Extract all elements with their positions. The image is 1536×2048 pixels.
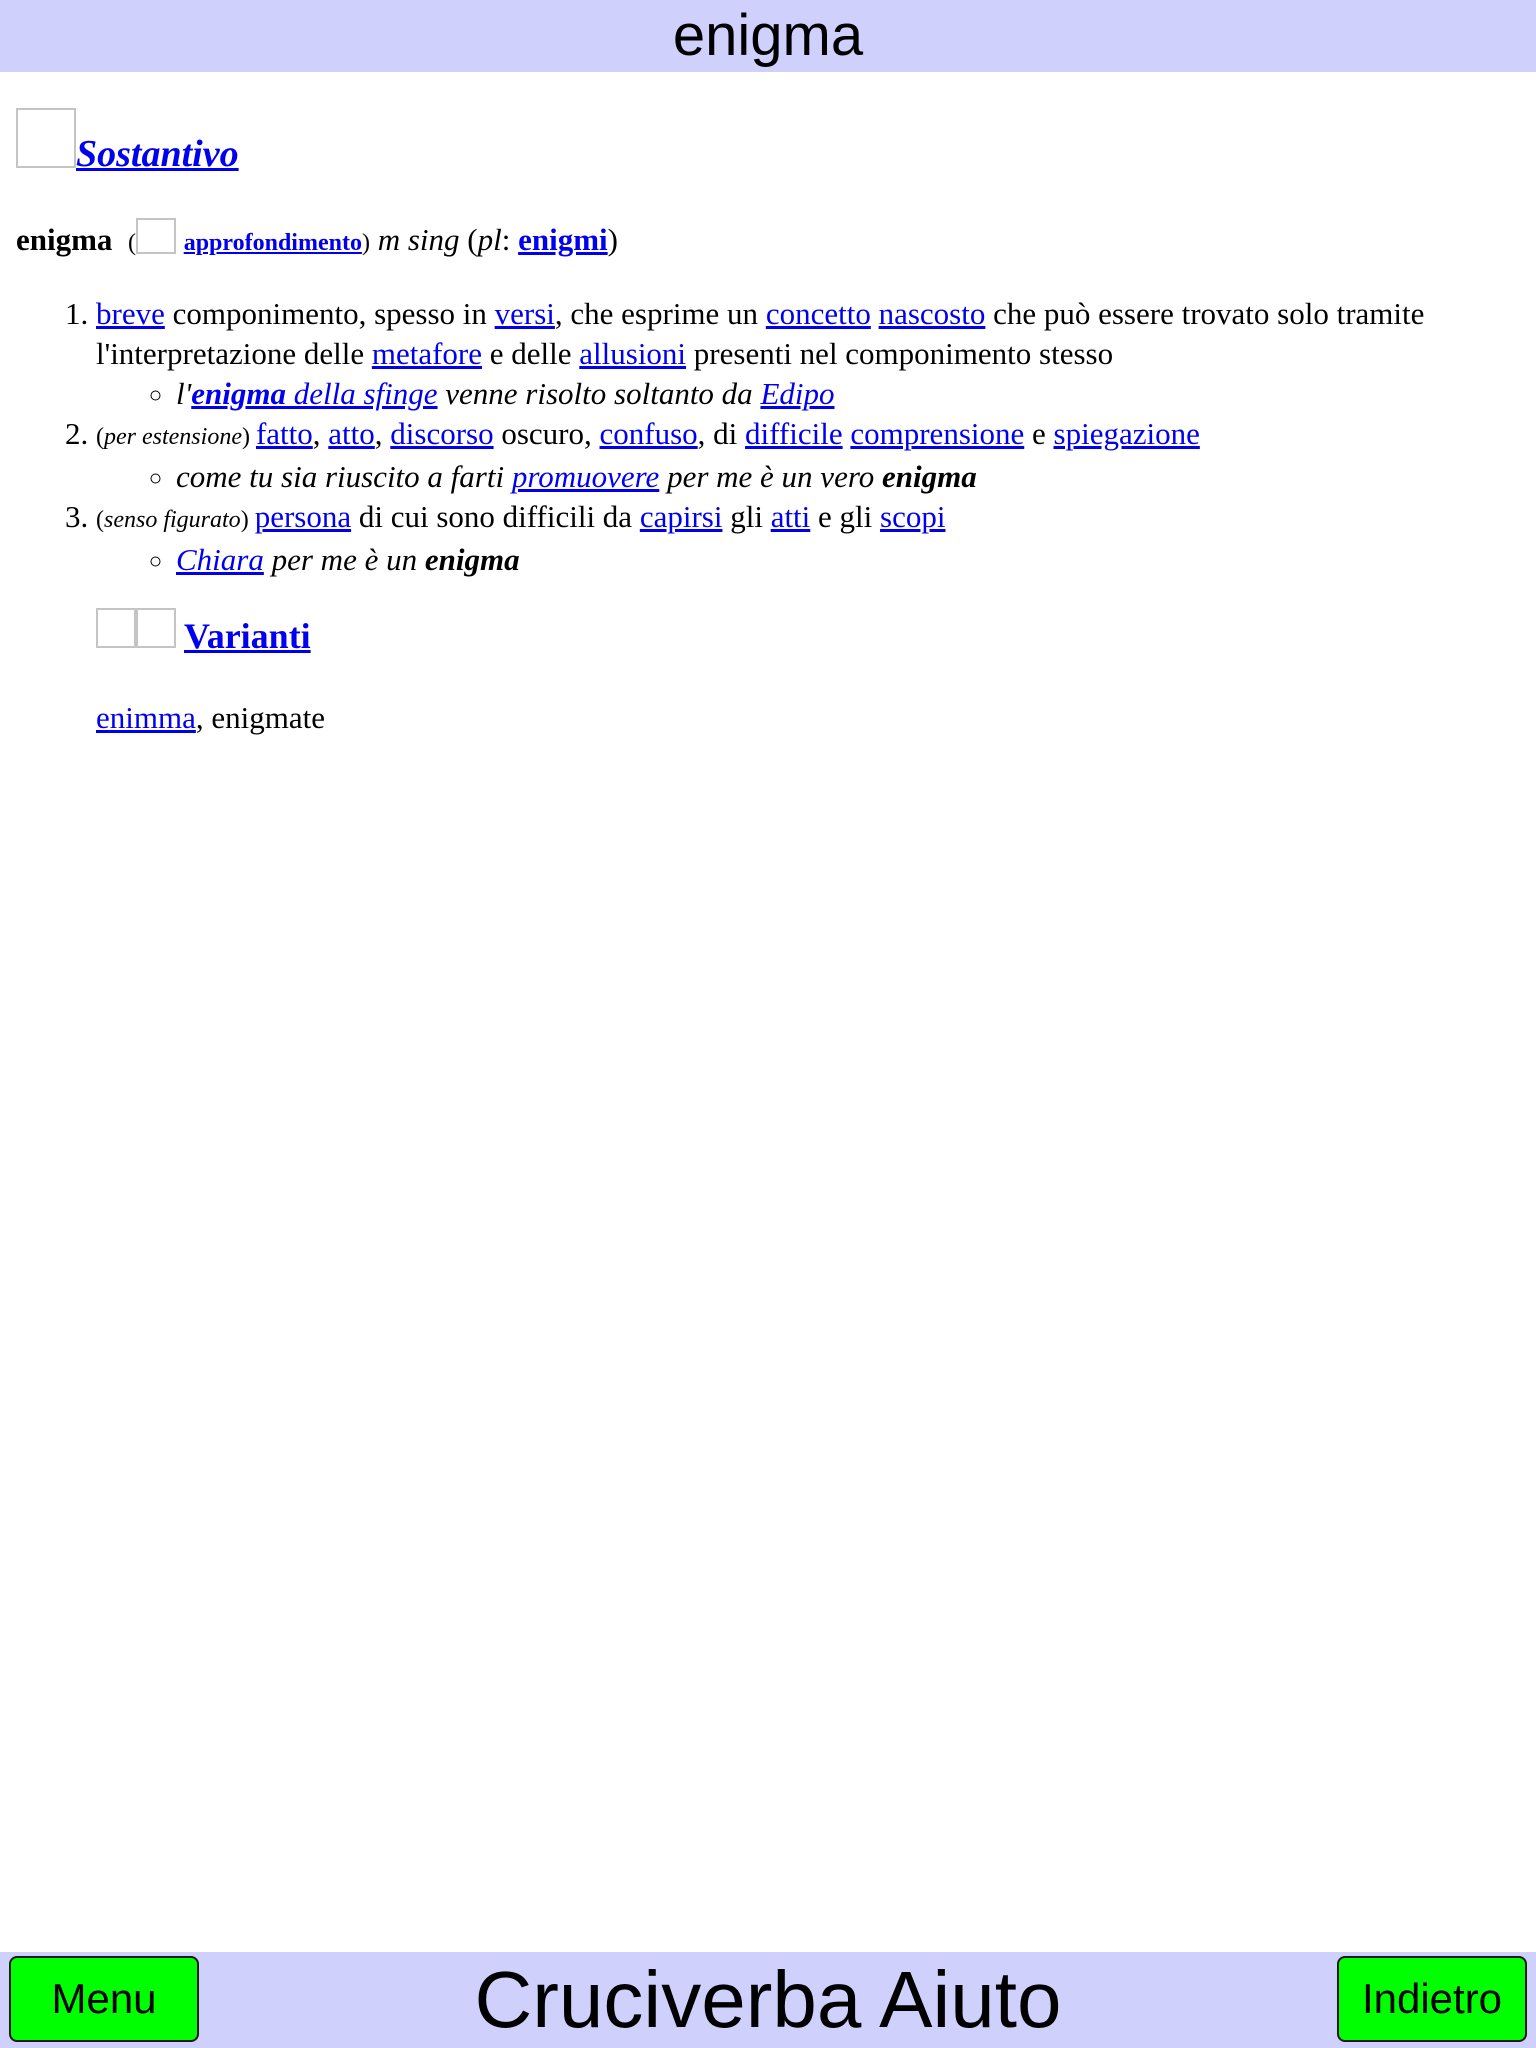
variants-line — [96, 698, 325, 738]
definition-text: , che esprime un — [554, 296, 766, 331]
word-link[interactable]: nascosto — [878, 296, 986, 331]
word-link[interactable]: persona — [254, 499, 352, 534]
word-link[interactable]: spiegazione — [1053, 416, 1200, 451]
word-link[interactable]: promuovere — [511, 459, 660, 494]
varianti-link[interactable]: Varianti — [184, 616, 311, 656]
word-link[interactable]: concetto — [765, 296, 871, 331]
page-title: enigma — [672, 3, 864, 68]
definition-text: gli — [722, 499, 771, 534]
definition-text: come tu sia riuscito a farti — [176, 459, 512, 494]
definition-item — [96, 414, 1516, 497]
definition-text: enigma — [424, 542, 520, 577]
example-item — [176, 540, 1516, 580]
plural-link[interactable]: enigmi — [518, 222, 608, 257]
sostantivo-link[interactable]: Sostantivo — [76, 133, 239, 175]
definition-text: per me è un — [263, 542, 425, 577]
gender-label: m sing — [377, 222, 460, 257]
example-item — [176, 457, 1516, 497]
definition-text: l' — [176, 376, 192, 411]
word-link[interactable]: discorso — [390, 416, 494, 451]
definition-text: oscuro, — [493, 416, 600, 451]
paren: ) — [361, 230, 370, 256]
broken-image-icon — [136, 218, 176, 254]
usage-label-text: senso figurato — [104, 507, 241, 533]
word-link[interactable]: Edipo — [760, 376, 835, 411]
headword: enigma — [16, 222, 113, 257]
bottom-bar — [0, 1952, 1536, 2048]
definition-text: componimento, spesso in — [164, 296, 495, 331]
definition-text: e delle — [482, 336, 580, 371]
headword-line — [16, 218, 618, 263]
word-link[interactable]: versi — [494, 296, 555, 331]
definition-text: , — [374, 416, 391, 451]
top-bar — [0, 0, 1536, 72]
usage-label: (senso figurato) — [96, 507, 255, 533]
word-link[interactable]: comprensione — [850, 416, 1025, 451]
back-button[interactable]: Indietro — [1337, 1956, 1527, 2042]
examples-list — [96, 457, 1516, 497]
definition-text: enigma — [882, 459, 977, 494]
word-link[interactable]: atti — [770, 499, 811, 534]
definition-item — [96, 294, 1516, 414]
usage-label: (per estensione) — [96, 424, 256, 450]
definition-text: e — [1024, 416, 1054, 451]
paren: ( — [127, 230, 136, 256]
examples-list — [96, 374, 1516, 414]
word-link[interactable]: Chiara — [176, 542, 264, 577]
word-link[interactable]: capirsi — [639, 499, 723, 534]
definitions-list — [16, 294, 1516, 580]
word-link[interactable]: scopi — [880, 499, 946, 534]
menu-button[interactable]: Menu — [9, 1956, 199, 2042]
word-link[interactable]: fatto — [255, 416, 313, 451]
usage-label-text: per estensione — [104, 424, 242, 450]
definition-text: presenti nel componimento stesso — [686, 336, 1114, 371]
pos-heading — [16, 108, 1516, 178]
app-title: Cruciverba Aiuto — [474, 1955, 1062, 2044]
definition-text: venne risolto soltanto da — [437, 376, 761, 411]
plural-label: pl — [477, 222, 502, 257]
definition-text: , di — [697, 416, 746, 451]
colon: : — [501, 222, 511, 257]
word-link[interactable]: della sfinge — [285, 376, 438, 411]
broken-image-icon — [16, 108, 76, 168]
variant-link[interactable]: enimma — [96, 700, 196, 735]
word-link[interactable]: confuso — [599, 416, 698, 451]
definition-text: per me è un vero — [659, 459, 882, 494]
definition-text: di cui sono difficili da — [351, 499, 640, 534]
word-link[interactable]: difficile — [745, 416, 843, 451]
examples-list — [96, 540, 1516, 580]
broken-image-icon — [136, 608, 176, 648]
definition-text: e gli — [810, 499, 881, 534]
definition-text: , — [312, 416, 329, 451]
example-item — [176, 374, 1516, 414]
definition-text — [871, 296, 879, 331]
entry-content — [16, 108, 1516, 735]
word-link[interactable]: enigma — [191, 376, 286, 411]
word-link[interactable]: atto — [328, 416, 375, 451]
definition-text: che può essere trovato solo tramite l'interpretazione delle — [96, 296, 1425, 371]
definition-item — [96, 497, 1516, 580]
word-link[interactable]: metafore — [371, 336, 482, 371]
approfondimento-link[interactable]: approfondimento — [183, 230, 362, 256]
variant-text: , enigmate — [195, 700, 325, 735]
paren: ( — [467, 222, 478, 257]
word-link[interactable]: allusioni — [579, 336, 687, 371]
paren: ) — [607, 222, 618, 257]
broken-image-icon — [96, 608, 136, 648]
word-link[interactable]: breve — [96, 296, 165, 331]
